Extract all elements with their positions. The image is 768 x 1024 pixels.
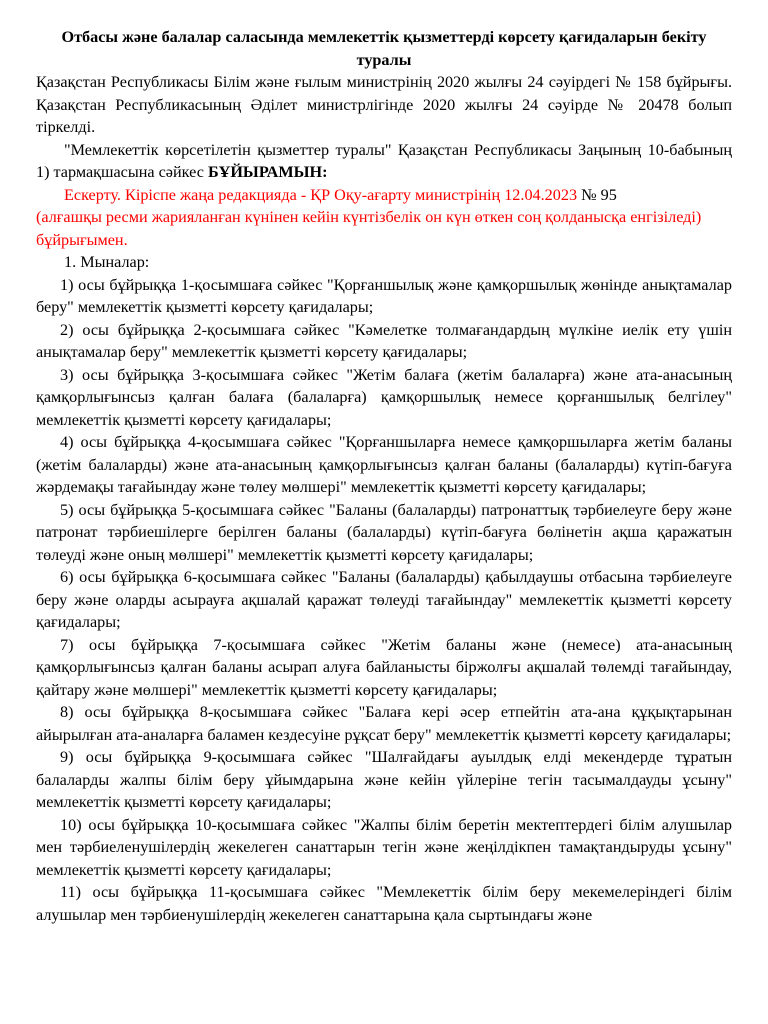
subitem-4: 4) осы бұйрыққа 4-қосымшаға сәйкес "Қорғаншыларға немесе қамқоршыларға жетім баланы (жетім балаларды) және ата-анасының қамқорлығынсыз қалған баланы (балаларды) күтіп-бағуға жәрдемақы тағайындау және төлеу мөлшері" мемлекеттік қызметті көрсету қағидалары; bbox=[36, 433, 732, 496]
amendment-note-text: Ескерту. Кіріспе жаңа редакцияда - ҚР Оқу-ағарту министрінің 12.04.2023 bbox=[64, 185, 578, 204]
subitem-5: 5) осы бұйрыққа 5-қосымшаға сәйкес "Баланы (балаларды) патронаттық тәрбиелеуге беру және патронат тәрбиешілерге берілген баланы (балаларды) күтіп-бағуға бөлінетін ақша қаражатын төлеуді және оның мөлшері" мемлекеттік қызметті көрсету қағидалары; bbox=[36, 500, 732, 564]
subitem-11: 11) осы бұйрыққа 11-қосымшаға сәйкес "Мемлекеттік білім беру мекемелеріндегі білім алушылар мен тәрбиенушілердің жекелеген санаттарына қала сыртындағы және bbox=[36, 883, 732, 924]
preamble-text: "Мемлекеттік көрсетілетін қызметтер туралы" Қазақстан Республикасы Заңының 10-бабының 1) тармақшасына сәйкес bbox=[36, 140, 732, 181]
preamble-order-word: БҰЙЫРАМЫН: bbox=[207, 163, 328, 181]
subitem-9: 9) осы бұйрыққа 9-қосымшаға сәйкес "Шалғайдағы ауылдық елді мекендерде тұратын балаларды жалпы білім беру ұйымдарына және кейін үйлеріне тегін тасымалдауды ұсыну" мемлекеттік қызметті көрсету қағидалары; bbox=[36, 748, 732, 811]
subitem-1: 1) осы бұйрыққа 1-қосымшаға сәйкес "Қорғаншылық және қамқоршылық жөнінде анықтамалар беру" мемлекеттік қызметті көрсету қағидалары; bbox=[36, 275, 732, 316]
preamble bbox=[36, 139, 732, 184]
registration-info: Қазақстан Республикасы Білім және ғылым министрінің 2020 жылғы 24 сәуірдегі № 158 бұйрығы. Қазақстан Республикасының Әділет министрлігінде 2020 жылғы 24 сәуірде № 20478 болып тіркелді. bbox=[36, 73, 732, 136]
subitem-6: 6) осы бұйрыққа 6-қосымшаға сәйкес "Баланы (балаларды) қабылдаушы отбасына тәрбиелеуге беру және оларды асырауға ақшалай қаражат төлеуді тағайындау" мемлекеттік қызметті көрсету қағидалары; bbox=[36, 568, 732, 631]
subitem-7: 7) осы бұйрыққа 7-қосымшаға сәйкес "Жетім баланы және (немесе) ата-анасының қамқорлығынсыз қалған баланы асырап алуға байланысты біржолғы ақшалай төлемді тағайындау, қайтару және мөлшері" мемлекеттік қызметті көрсету қағидалары; bbox=[36, 635, 732, 699]
amendment-note bbox=[36, 184, 732, 252]
subitem-8: 8) осы бұйрыққа 8-қосымшаға сәйкес "Балаға кері әсер етпейтін ата-ана құқықтарынан айырылған ата-аналарға баламен кездесуіне рұқсат беру" мемлекеттік қызметті көрсету қағидалары; bbox=[36, 703, 732, 744]
amendment-note-number: № 95 bbox=[577, 185, 617, 204]
item-1-heading: 1. Мыналар: bbox=[64, 253, 150, 271]
subitem-10: 10) осы бұйрыққа 10-қосымшаға сәйкес "Жалпы білім беретін мектептердегі білім алушылар мен тәрбиеленушілердің жекелеген санаттарын тегін және жеңілдікпен тамақтандыруды ұсыну" мемлекеттік қызметті көрсету қағидалары; bbox=[36, 815, 732, 879]
amendment-note-effective: (алғашқы ресми жарияланған күнінен кейін күнтізбелік он күн өткен соң қолданысқа енгізіледі) бұйрығымен. bbox=[36, 208, 702, 249]
subitem-2: 2) осы бұйрыққа 2-қосымшаға сәйкес "Кәмелетке толмағандардың мүлкіне иелік ету үшін анықтамалар беру" мемлекеттік қызметті көрсету қағидалары; bbox=[36, 320, 732, 361]
subitem-3: 3) осы бұйрыққа 3-қосымшаға сәйкес "Жетім балаға (жетім балаларға) және ата-анасының қамқорлығынсыз қалған балаға (балаларға) қамқоршылық немесе қорғаншылық белгілеу" мемлекеттік қызметті көрсету қағидалары; bbox=[36, 365, 732, 429]
document-title: Отбасы және балалар саласында мемлекеттік қызметтерді көрсету қағидаларын бекіту туралы bbox=[61, 28, 707, 69]
